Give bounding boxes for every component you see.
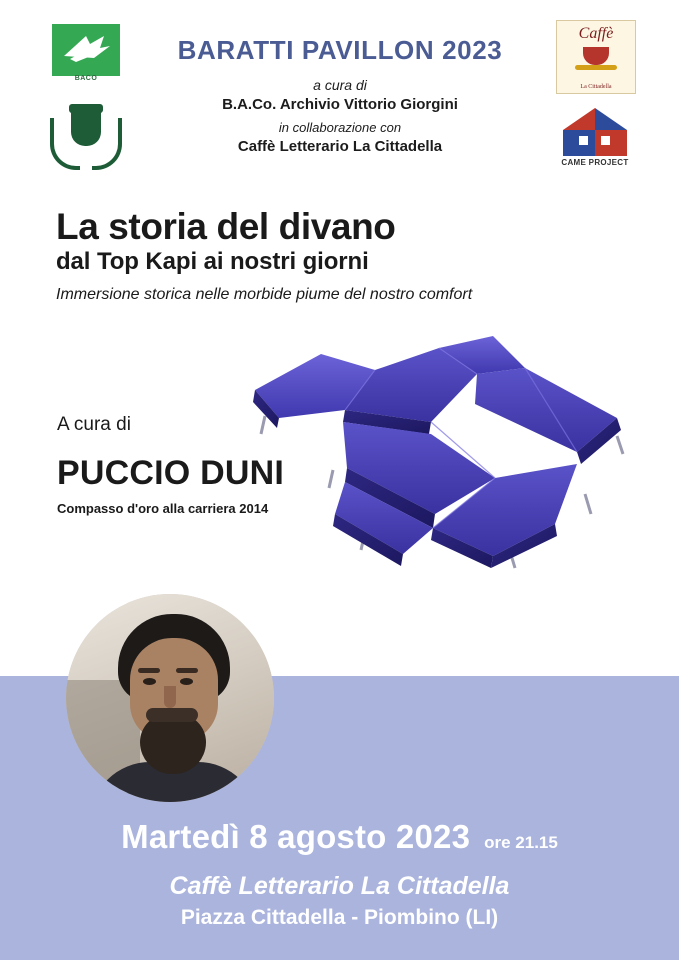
event-date: Martedì 8 agosto 2023 — [121, 818, 471, 855]
curator-award: Compasso d'oro alla carriera 2014 — [57, 501, 269, 516]
collaboration-partner: Caffè Letterario La Cittadella — [237, 137, 443, 155]
avatar — [66, 594, 274, 802]
curator-label: A cura di — [57, 414, 131, 435]
footer-block — [0, 818, 679, 930]
caffe-letterario-logo — [556, 20, 636, 94]
page-subtitle: dal Top Kapi ai nostri giorni — [56, 248, 369, 276]
came-project-label: CAME PROJECT — [561, 158, 629, 167]
portrait-eye-left — [143, 678, 156, 685]
comune-piombino-crest — [46, 104, 126, 176]
came-house-icon — [563, 108, 627, 156]
portrait-nose — [164, 686, 176, 708]
portrait-eyebrow-right — [176, 668, 198, 673]
coffee-saucer-icon — [575, 65, 617, 70]
baco-bird-icon — [60, 30, 112, 64]
came-project-logo — [553, 108, 637, 172]
curator-name: PUCCIO DUNI — [57, 454, 284, 492]
caffe-logo-title: Caffè — [578, 25, 614, 42]
collaboration-prefix: in collaborazione con — [278, 119, 402, 135]
portrait-eyebrow-left — [138, 668, 160, 673]
baco-logo — [48, 22, 124, 84]
organizer-prefix: a cura di — [313, 76, 367, 93]
page-title: La storia del divano — [56, 206, 396, 247]
event-address: Piazza Cittadella - Piombino (LI) — [180, 906, 499, 929]
event-time: ore 21.15 — [484, 833, 558, 852]
title-block — [56, 208, 616, 304]
page-tagline: Immersione storica nelle morbide piume del nostro comfort — [56, 286, 473, 304]
came-body-right — [595, 130, 627, 156]
portrait-beard — [140, 714, 206, 774]
footer-date-row — [0, 818, 679, 856]
came-window-right — [601, 136, 610, 145]
crest-laurel-left — [50, 118, 80, 170]
baco-logo-caption: BACO — [74, 75, 98, 82]
event-series-title: BARATTI PAVILLON 2023 — [177, 35, 503, 65]
came-roof-right — [595, 108, 627, 130]
curator-block — [57, 414, 307, 516]
event-venue: Caffè Letterario La Cittadella — [169, 872, 510, 900]
organizer-name: B.A.Co. Archivio Vittorio Giorgini — [222, 95, 458, 113]
came-roof-left — [563, 108, 595, 130]
coffee-cup-icon — [583, 47, 609, 65]
came-window-left — [579, 136, 588, 145]
portrait-eye-right — [180, 678, 193, 685]
portrait-moustache — [146, 708, 198, 722]
crest-laurel-right — [92, 118, 122, 170]
caffe-logo-subtitle: La Cittadella — [580, 84, 612, 90]
header-block — [130, 36, 550, 155]
